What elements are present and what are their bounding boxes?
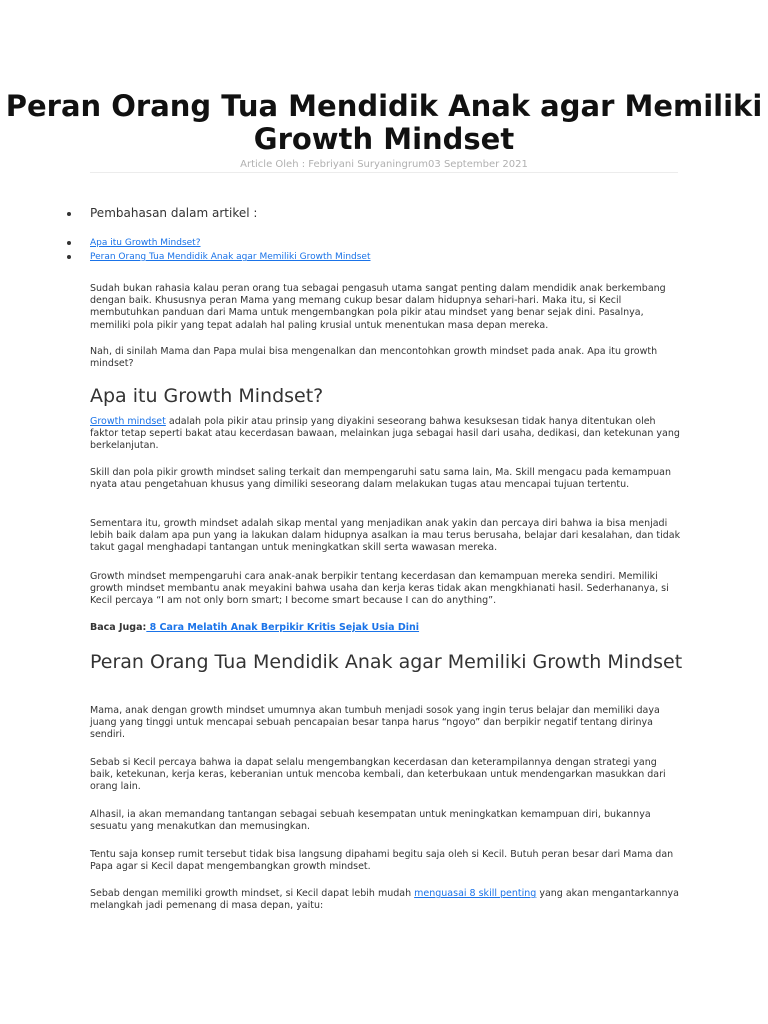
- section2-paragraph-5-post: yang akan mengantarkannya melangkah jadi pemenang di masa depan, yaitu:: [90, 888, 679, 912]
- bullet-icon: [67, 255, 71, 259]
- bullet-icon: [67, 241, 71, 245]
- section-heading-apa-itu: Apa itu Growth Mindset?: [90, 385, 324, 407]
- section2-paragraph-5: [90, 888, 682, 912]
- skill-penting-link[interactable]: menguasai 8 skill penting: [414, 888, 537, 899]
- title-divider: [90, 172, 678, 173]
- section2-paragraph-3: Alhasil, ia akan memandang tantangan sebagai sebuah kesempatan untuk meningkatkan kemampuan diri, bukannya sesuatu yang menakutkan dan memusingkan.: [90, 809, 651, 833]
- article-title: Peran Orang Tua Mendidik Anak agar Memiliki Growth Mindset: [5, 89, 763, 156]
- baca-juga-link[interactable]: 8 Cara Melatih Anak Berpikir Kritis Sejak Usia Dini: [146, 622, 420, 633]
- section-heading-peran-orang-tua: Peran Orang Tua Mendidik Anak agar Memiliki Growth Mindset: [90, 651, 683, 673]
- intro-paragraph-1: Sudah bukan rahasia kalau peran orang tua sebagai pengasuh utama sangat penting dalam mendidik anak berkembang dengan baik. Khususnya peran Mama yang memang cukup besar dalam hidupnya sehari-hari. Maka itu, si Kecil membutuhkan panduan dari Mama untuk mengembangkan pola pikir atau mindset yang benar sejak dini. Pasalnya, memiliki pola pikir yang tepat adalah hal paling krusial untuk menentukan masa depan mereka.: [90, 283, 666, 331]
- baca-juga: [90, 622, 682, 634]
- bullet-icon: [67, 212, 71, 216]
- section1-paragraph-2: Skill dan pola pikir growth mindset saling terkait dan mempengaruhi satu sama lain, Ma. Skill mengacu pada kemampuan nyata atau pengetahuan khusus yang dimiliki seseorang dalam melakukan tugas atau mencapai tujuan tertentu.: [90, 467, 671, 491]
- section1-paragraph-4: Growth mindset mempengaruhi cara anak-anak berpikir tentang kecerdasan dan kemampuan mereka sendiri. Memiliki growth mindset membantu anak meyakini bahwa usaha dan kerja keras tidak akan mengkhianati hasil. Sederhananya, si Kecil percaya “I am not only born smart; I become smart because I can do anything”.: [90, 571, 669, 607]
- toc-heading: Pembahasan dalam artikel :: [90, 206, 258, 220]
- article-byline: Article Oleh : Febriyani Suryaningrum03 September 2021: [240, 159, 528, 170]
- baca-juga-label: Baca Juga:: [90, 622, 147, 633]
- section1-paragraph-3: Sementara itu, growth mindset adalah sikap mental yang menjadikan anak yakin dan percaya diri bahwa ia bisa menjadi lebih baik dalam apa pun yang ia lakukan dalam hidupnya asalkan ia mau terus berusaha, belajar dari kesalahan, dan tidak takut gagal menghadapi tantangan untuk meningkatkan skill serta wawasan mereka.: [90, 518, 681, 554]
- section1-paragraph-1: [90, 416, 682, 453]
- intro-paragraph-2: Nah, di sinilah Mama dan Papa mulai bisa mengenalkan dan mencontohkan growth mindset pada anak. Apa itu growth mindset?: [90, 346, 658, 370]
- toc-link-apa-itu[interactable]: Apa itu Growth Mindset?: [90, 238, 201, 248]
- section2-paragraph-5-pre: Sebab dengan memiliki growth mindset, si Kecil dapat lebih mudah: [90, 888, 415, 899]
- section2-paragraph-4: Tentu saja konsep rumit tersebut tidak bisa langsung dipahami begitu saja oleh si Kecil. Butuh peran besar dari Mama dan Papa agar si Kecil dapat mengembangkan growth mindset.: [90, 849, 674, 873]
- toc-link-peran-orang-tua[interactable]: Peran Orang Tua Mendidik Anak agar Memiliki Growth Mindset: [90, 252, 371, 262]
- section1-paragraph-1-text: adalah pola pikir atau prinsip yang diyakini seseorang bahwa kesuksesan tidak hanya ditentukan oleh faktor tetap seperti bakat atau kecerdasan bawaan, melainkan juga sebagai hasil dari usaha, dedikasi, dan ketekunan yang berkelanjutan.: [90, 416, 680, 452]
- section2-paragraph-1: Mama, anak dengan growth mindset umumnya akan tumbuh menjadi sosok yang ingin terus belajar dan memiliki daya juang yang tinggi untuk mencapai sebuah pencapaian besar tanpa harus “ngoyo” dan berpikir negatif tentang dirinya sendiri.: [90, 705, 660, 741]
- growth-mindset-link[interactable]: Growth mindset: [90, 416, 166, 427]
- section2-paragraph-2: Sebab si Kecil percaya bahwa ia dapat selalu mengembangkan kecerdasan dan keterampilannya dengan strategi yang baik, ketekunan, kerja keras, keberanian untuk mencoba kembali, dan keterbukaan untuk mendengarkan masukkan dari orang lain.: [90, 757, 666, 793]
